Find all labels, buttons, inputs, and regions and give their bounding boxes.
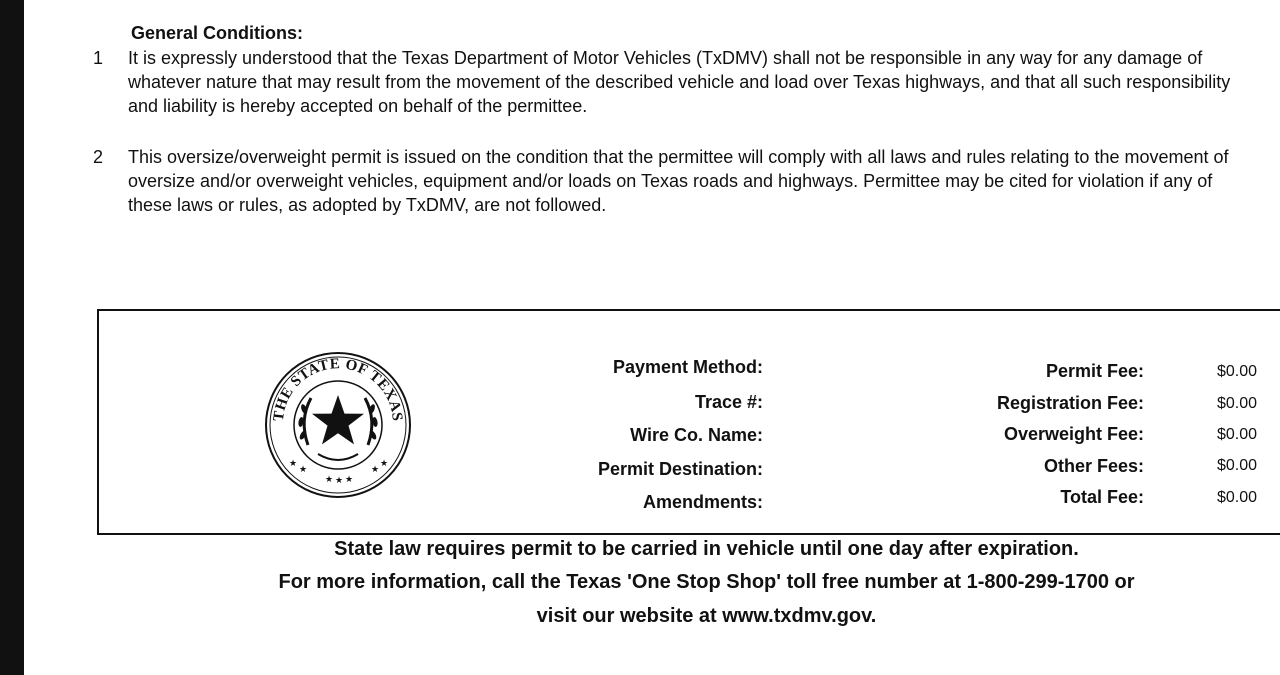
overweight-fee-value: $0.00 — [1216, 426, 1257, 443]
footer-line-website: visit our website at www.txdmv.gov. — [536, 605, 877, 627]
total-fee-label: Total Fee: — [1060, 487, 1144, 507]
permit-destination-label: Permit Destination: — [597, 459, 763, 479]
condition-text: This oversize/overweight permit is issued on the condition that the permittee will comply with all laws and rules relating to the movement of oversize and/or overweight vehicles, equipment and/or loads on Texas roads and highways. Permittee may be cited for violation if any of these laws or rules, as adopted by TxDMV, are not followed. — [128, 147, 1229, 215]
registration-fee-value: $0.00 — [1216, 395, 1257, 412]
svg-text:★: ★ — [380, 459, 389, 469]
svg-text:★: ★ — [371, 465, 380, 475]
condition-number: 1 — [93, 48, 104, 68]
condition-text: It is expressly understood that the Texas Department of Motor Vehicles (TxDMV) shall not be responsible in any way for any damage of whatever nature that may result from the movement of the described vehicle and load over Texas highways, and that all such responsibility and liability is hereby accepted on behalf of the permittee. — [128, 48, 1231, 116]
footer-line-contact: For more information, call the Texas 'One Stop Shop' toll free number at 1-800-299-1700 or — [278, 571, 1135, 593]
texas-state-seal-icon — [263, 350, 413, 500]
svg-text:★: ★ — [335, 476, 344, 486]
permit-fee-value: $0.00 — [1216, 363, 1257, 380]
svg-text:★: ★ — [299, 465, 308, 475]
wire-company-name-label: Wire Co. Name: — [630, 425, 763, 445]
footer-line-carry-permit: State law requires permit to be carried in vehicle until one day after expiration. — [334, 538, 1079, 560]
svg-text:THE STATE OF TEXAS: THE STATE OF TEXAS — [270, 356, 406, 423]
condition-item — [93, 145, 1263, 217]
general-conditions-heading: General Conditions: — [131, 23, 304, 43]
registration-fee-label: Registration Fee: — [996, 393, 1144, 413]
svg-text:★: ★ — [289, 459, 298, 469]
svg-text:★: ★ — [345, 475, 354, 485]
other-fees-label: Other Fees: — [1043, 456, 1144, 476]
payment-method-label: Payment Method: — [612, 357, 763, 377]
svg-text:★: ★ — [325, 475, 334, 485]
total-fee-value: $0.00 — [1216, 489, 1257, 506]
other-fees-value: $0.00 — [1216, 457, 1257, 474]
permit-fee-label: Permit Fee: — [1045, 361, 1144, 381]
amendments-label: Amendments: — [642, 492, 763, 512]
condition-item — [93, 46, 1263, 118]
condition-number: 2 — [93, 147, 104, 167]
overweight-fee-label: Overweight Fee: — [1003, 424, 1144, 444]
trace-number-label: Trace #: — [694, 392, 763, 412]
